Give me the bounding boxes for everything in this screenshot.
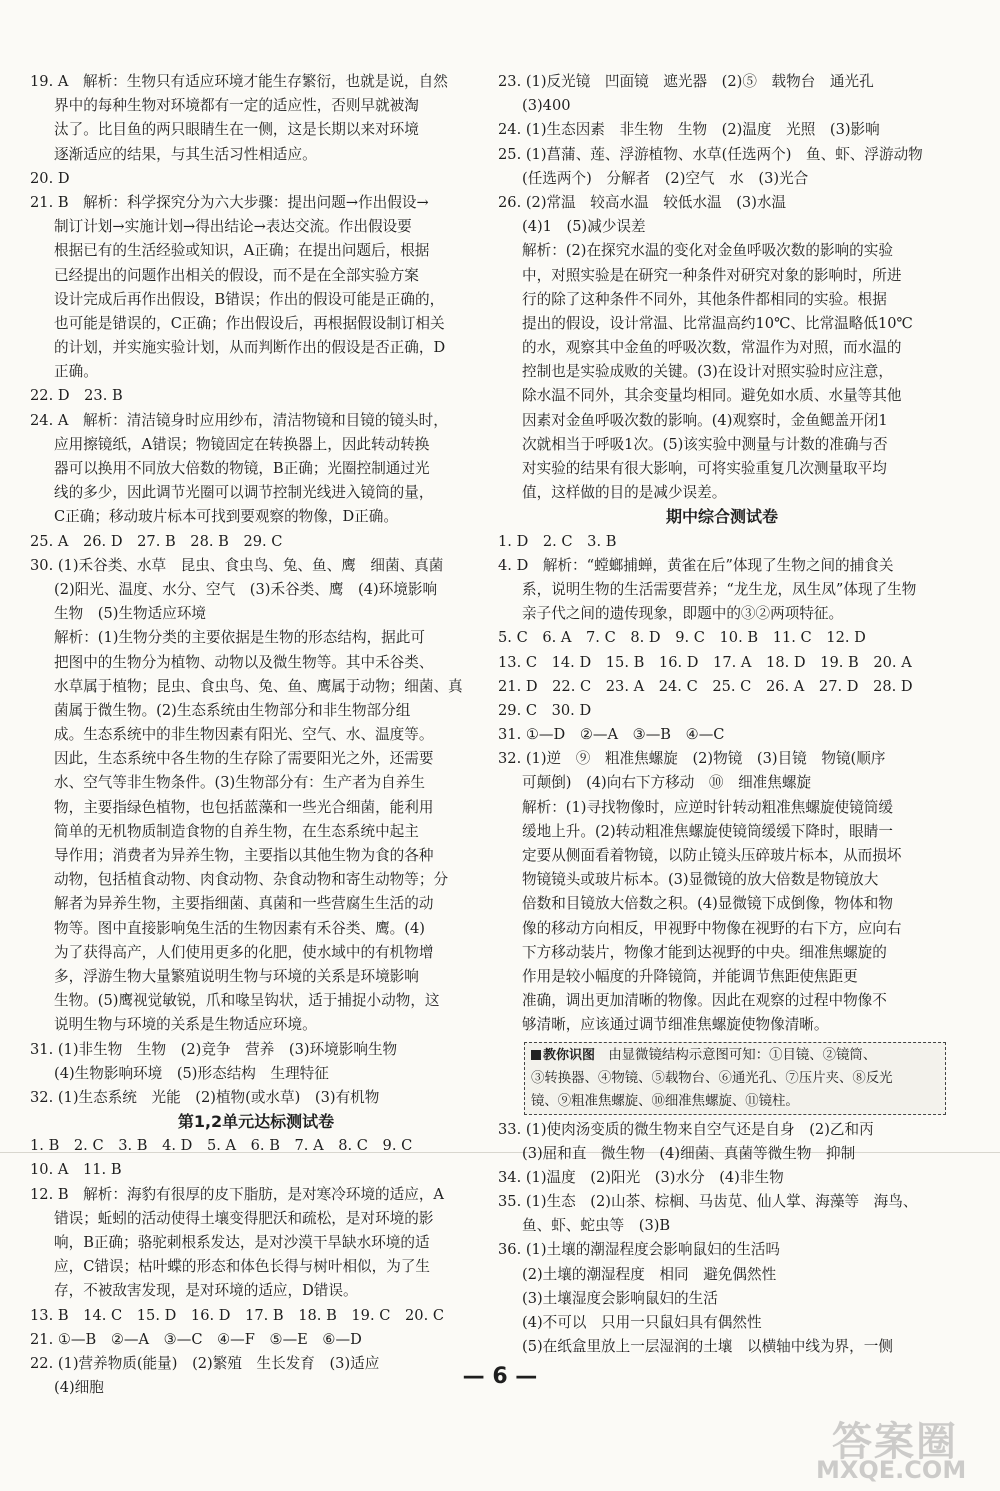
answer-line: 为了获得高产，人们使用更多的化肥，使水域中的有机物增 (54, 943, 434, 961)
section-heading: 期中综合测试卷 (665, 507, 778, 527)
answer-line: 解析：(1)生物分类的主要依据是生物的形态结构，据此可 (54, 629, 425, 647)
answer-line: 说明生物与环境的关系是生物适应环境。 (54, 1016, 317, 1034)
answer-line: 存，不被敌害发现，是对环境的适应，D错误。 (54, 1282, 358, 1300)
tip-tag: 教你识图 (543, 1047, 596, 1063)
answer-line: (4)生物影响环境 (5)形态结构 生理特征 (54, 1064, 329, 1082)
answer-line: 生物。(5)鹰视觉敏锐，爪和喙呈钩状，适于捕捉小动物，这 (54, 992, 440, 1010)
answer-line: 19. A 解析：生物只有适应环境才能生存繁衍，也就是说，自然 (30, 73, 448, 90)
answer-line: 20. D (30, 169, 70, 187)
answer-line: 像的移动方向相反，甲视野中物像在视野的右下方，应向右 (522, 919, 902, 937)
watermark-logo-text: 答案圈 (832, 1419, 958, 1465)
answer-line: 的计划，并实施实验计划，从而判断作出的假设是否正确，D (54, 339, 446, 357)
answer-line: 31. (1)非生物 生物 (2)竞争 营养 (3)环境影响生物 (30, 1040, 398, 1058)
answer-line: 的水，观察其中金鱼的呼吸次数，常温作为对照，而水温的 (522, 339, 902, 357)
answer-line: 解者为异养生物，主要指细菌、真菌和一些营腐生生活的动 (54, 895, 434, 913)
answer-line: 30. (1)禾谷类、水草 昆虫、食虫鸟、兔、鱼、鹰 细菌、真菌 (30, 556, 444, 574)
answer-line: 因此，生态系统中各生物的生存除了需要阳光之外，还需要 (54, 750, 434, 768)
tip-line: ③转换器、④物镜、⑤载物台、⑥通光孔、⑦压片夹、⑧反光 (531, 1070, 893, 1086)
answer-line: 24. A 解析：清洁镜身时应用纱布，清洁物镜和目镜的镜头时， (30, 411, 448, 429)
answer-line: 系，说明生物的生活需要营养；“龙生龙，凤生凤”体现了生物 (522, 580, 917, 598)
answer-line: 32. (1)逆 ⑨ 粗准焦螺旋 (2)物镜 (3)目镜 物镜(顺序 (498, 750, 886, 768)
left-column (30, 70, 482, 1400)
page-number: — 6 — (462, 1364, 538, 1389)
answer-line: 4. D 解析：“螳螂捕蝉，黄雀在后”体现了生物之间的捕食关 (498, 556, 894, 574)
answer-line: 物等。图中直接影响兔生活的生物因素有禾谷类、鹰。(4) (54, 919, 425, 937)
answer-line: (3)400 (522, 97, 571, 115)
answer-line: (2)阳光、温度、水分、空气 (3)禾谷类、鹰 (4)环境影响 (54, 580, 438, 598)
answer-line: 33. (1)使肉汤变质的微生物来自空气还是自身 (2)乙和丙 (498, 1120, 874, 1138)
answer-line: 也可能是错误的，C正确；作出假设后，再根据假设制订相关 (54, 314, 445, 332)
answer-line: 34. (1)温度 (2)阳光 (3)水分 (4)非生物 (498, 1168, 784, 1186)
answer-line: 菌属于微生物。(2)生态系统由生物部分和非生物部分组 (54, 701, 411, 719)
answer-line: 鱼、虾、蛇虫等 (3)B (522, 1217, 671, 1235)
watermark (812, 1410, 988, 1485)
answer-line: 29. C 30. D (498, 701, 592, 719)
tip-line: 由显微镜结构示意图可知：①目镜、②镜筒、 (608, 1047, 877, 1063)
answer-line: 简单的无机物质制造食物的自养生物，在生态系统中起主 (54, 822, 419, 840)
answer-line: 22. D 23. B (30, 387, 123, 405)
answer-line: 物镜镜头或玻片标本。(3)显微镜的放大倍数是物镜放大 (522, 871, 879, 889)
answer-line: (4)细胞 (54, 1379, 104, 1397)
answer-line: 21. ①—B ②—A ③—C ④—F ⑤—E ⑥—D (30, 1330, 362, 1348)
answer-line: 行的除了这种条件不同外，其他条件都相同的实验。根据 (522, 290, 887, 308)
answer-line: (任选两个) 分解者 (2)空气 水 (3)光合 (522, 169, 809, 187)
answer-line: 下方移动装片，物像才能到达视野的中央。细准焦螺旋的 (522, 943, 887, 961)
answer-line: 根据已有的生活经验或知识，A正确；在提出问题后，根据 (54, 242, 430, 260)
answer-line: 准确，调出更加清晰的物像。因此在观察的过程中物像不 (522, 992, 887, 1010)
tip-icon (531, 1050, 541, 1060)
answer-line: 21. B 解析：科学探究分为六大步骤：提出问题→作出假设→ (30, 193, 429, 211)
answer-line: 界中的每种生物对环境都有一定的适应性，否则早就被淘 (54, 97, 419, 115)
answer-line: 因素对金鱼呼吸次数的影响。(4)观察时，金鱼鳃盖开闭1 (522, 411, 888, 429)
answer-line: 错误；蚯蚓的活动使得土壤变得肥沃和疏松，是对环境的影 (54, 1209, 434, 1227)
answer-line: 应，C错误；枯叶蝶的形态和体色长得与树叶相似，为了生 (54, 1258, 431, 1276)
answer-line: 制订计划→实施计划→得出结论→表达交流。作出假设要 (54, 218, 412, 236)
answer-line: C正确；移动玻片标本可找到要观察的物像，D正确。 (54, 508, 398, 526)
answer-line: 逐渐适应的结果，与其生活习性相适应。 (54, 145, 317, 163)
answer-line: 对实验的结果有很大影响，可将实验重复几次测量取平均 (522, 460, 887, 477)
answer-line: 可颠倒) (4)向右下方移动 ⑩ 细准焦螺旋 (522, 774, 812, 792)
answer-line: 成。生态系统中的非生物因素有阳光、空气、水、温度等。 (54, 726, 434, 744)
answer-line: 响，B正确；骆驼刺根系发达，是对沙漠干旱缺水环境的适 (54, 1234, 430, 1251)
answer-line: 36. (1)土壤的潮湿程度会影响鼠妇的生活吗 (498, 1241, 781, 1259)
answer-line: 21. D 22. C 23. A 24. C 25. C 26. A 27. D 28. D (498, 677, 913, 695)
answer-line: 动物，包括植食动物、肉食动物、杂食动物和寄生动物等；分 (54, 871, 449, 889)
answer-line: 提出的假设，设计常温、比常温高约10℃、比常温略低10℃ (522, 314, 913, 332)
answer-line: 多，浮游生物大量繁殖说明生物与环境的关系是环境影响 (54, 967, 419, 985)
answer-line: 26. (2)常温 较高水温 较低水温 (3)水温 (498, 193, 787, 211)
answer-line: (4)1 (5)减少误差 (522, 218, 646, 236)
answer-line: 次就相当于呼吸1次。(5)该实验中测量与计数的准确与否 (522, 435, 888, 453)
answer-line: (3)土壤湿度会影响鼠妇的生活 (522, 1289, 718, 1307)
answer-line: 中，对照实验是在研究一种条件对研究对象的影响时，所进 (522, 266, 902, 284)
answer-line: 22. (1)营养物质(能量) (2)繁殖 生长发育 (3)适应 (30, 1354, 380, 1372)
answer-line: 控制也是实验成败的关键。(3)在设计对照实验时应注意， (522, 363, 893, 381)
answer-line: 水草属于植物；昆虫、食虫鸟、兔、鱼、鹰属于动物；细菌、真 (54, 677, 463, 695)
answer-line: 24. (1)生态因素 非生物 生物 (2)温度 光照 (3)影响 (498, 121, 880, 139)
answer-line: 导作用；消费者为异养生物，主要指以其他生物为食的各种 (54, 847, 434, 864)
answer-line: 解析：(2)在探究水温的变化对金鱼呼吸次数的影响的实验 (522, 242, 893, 260)
answer-line: 13. C 14. D 15. B 16. D 17. A 18. D 19. B 20. A (498, 653, 912, 671)
answer-line: 5. C 6. A 7. C 8. D 9. C 10. B 11. C 12. D (498, 629, 866, 647)
tip-box (524, 1042, 946, 1115)
answer-line: 25. A 26. D 27. B 28. B 29. C (30, 532, 283, 550)
answer-line: 除水温不同外，其余变量均相同。避免如水质、水量等其他 (522, 387, 902, 405)
answer-line: 亲子代之间的遗传现象，即题中的③②两项特征。 (522, 605, 844, 623)
answer-line: 作用是较小幅度的升降镜筒，并能调节焦距使焦距更 (522, 967, 858, 985)
answer-line: 1. D 2. C 3. B (498, 532, 617, 550)
answer-line: 解析：(1)寻找物像时，应逆时针转动粗准焦螺旋使镜筒缓 (522, 798, 893, 816)
answer-line: 设计完成后再作出假设，B错误；作出的假设可能是正确的， (54, 290, 445, 308)
answer-line: 25. (1)菖蒲、莲、浮游植物、水草(任选两个) 鱼、虾、浮游动物 (498, 145, 923, 163)
answer-line: 生物 (5)生物适应环境 (54, 605, 207, 623)
answer-line: 35. (1)生态 (2)山茶、棕榈、马齿苋、仙人掌、海藻等 海鸟、 (498, 1193, 918, 1211)
answer-line: 汰了。比目鱼的两只眼睛生在一侧，这是长期以来对环境 (54, 121, 419, 139)
answer-line: 应用擦镜纸，A错误；物镜固定在转换器上，因此转动转换 (54, 435, 430, 453)
answer-line: 线的多少，因此调节光圈可以调节控制光线进入镜筒的量， (54, 484, 434, 502)
answer-line: 物，主要指绿色植物，也包括蓝藻和一些光合细菌，能利用 (54, 798, 434, 816)
answer-line: 够清晰，应该通过调节细准焦螺旋使物像清晰。 (522, 1016, 829, 1034)
answer-line: 1. B 2. C 3. B 4. D 5. A 6. B 7. A 8. C 9. C (30, 1137, 413, 1155)
answer-line: 32. (1)生态系统 光能 (2)植物(或水草) (3)有机物 (30, 1088, 380, 1106)
answer-line: 水、空气等非生物条件。(3)生物部分有：生产者为自养生 (54, 774, 425, 792)
answer-line: 正确。 (54, 363, 98, 381)
answer-line: 把图中的生物分为植物、动物以及微生物等。其中禾谷类、 (54, 653, 434, 671)
answer-line: (4)不可以 只用一只鼠妇具有偶然性 (522, 1314, 762, 1331)
answer-line: 23. (1)反光镜 凹面镜 遮光器 (2)⑤ 载物台 通光孔 (498, 73, 874, 90)
answer-line: 已经提出的问题作出相关的假设，而不是在全部实验方案 (54, 266, 419, 284)
answer-line: 缓地上升。(2)转动粗准焦螺旋使镜筒缓缓下降时，眼睛一 (522, 822, 893, 840)
answer-line: 31. ①—D ②—A ③—B ④—C (498, 726, 725, 744)
answer-line: (5)在纸盒里放上一层湿润的土壤 以横轴中线为界，一侧 (522, 1338, 893, 1356)
answer-line: 值，这样做的目的是减少误差。 (522, 484, 727, 502)
answer-line: 定要从侧面看着物镜，以防止镜头压碎玻片标本，从而损坏 (522, 847, 902, 864)
right-column (498, 70, 946, 1359)
answer-line: 12. B 解析：海豹有很厚的皮下脂肪，是对寒冷环境的适应，A (30, 1185, 444, 1203)
answer-line: 倍数和目镜放大倍数之积。(4)显微镜下成倒像，物体和物 (522, 895, 893, 913)
section-heading: 第1,2单元达标测试卷 (177, 1112, 335, 1132)
watermark-url-text: MXQE.COM (816, 1456, 967, 1484)
answer-line: 13. B 14. C 15. D 16. D 17. B 18. B 19. C 20. C (30, 1306, 445, 1324)
answer-line: (2)土壤的潮湿程度 相同 避免偶然性 (522, 1265, 777, 1283)
answer-line: 器可以换用不同放大倍数的物镜，B正确；光圈控制通过光 (54, 460, 430, 477)
answer-line: 10. A 11. B (30, 1161, 122, 1179)
answer-line: (3)屈和直 微生物 (4)细菌、真菌等微生物 抑制 (522, 1144, 856, 1162)
tip-line: 镜、⑨粗准焦螺旋、⑩细准焦螺旋、⑪镜柱。 (531, 1093, 799, 1109)
